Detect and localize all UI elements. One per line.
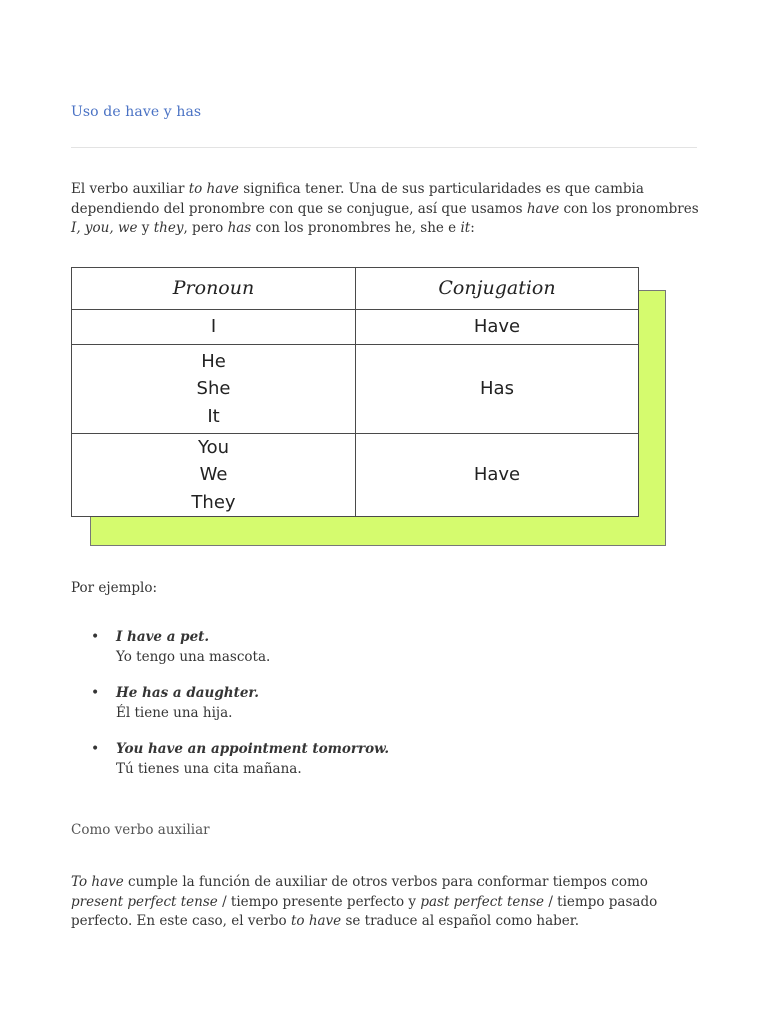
intro-term-have: have	[526, 200, 560, 217]
final-term-to-have: To have	[71, 874, 124, 890]
pronoun: He	[201, 350, 226, 372]
example-english: He has a daughter.	[116, 685, 260, 701]
table-header-row	[72, 268, 638, 310]
list-item	[71, 684, 691, 723]
por-ejemplo-label: Por ejemplo:	[71, 580, 158, 596]
intro-text: y	[137, 220, 154, 236]
intro-term-they: they	[153, 220, 184, 236]
final-text: cumple la función de auxiliar de otros verbos para conformar tiempos como	[123, 874, 648, 890]
pronoun: You	[197, 436, 230, 458]
final-term-present-perfect: present perfect tense	[71, 893, 218, 910]
conjugation-table-figure	[71, 267, 671, 552]
intro-text: :	[470, 220, 475, 236]
page-title: Uso de have y has	[71, 104, 202, 120]
header-conjugation: Conjugation	[438, 276, 556, 299]
conjugation-cell: Has	[480, 378, 514, 400]
intro-term-it: it	[460, 220, 471, 236]
table-row	[72, 345, 638, 434]
intro-text: significa tener. Una de sus particularidades es que cambia dependiendo del pronombre con que se conjugue, así que usamos	[71, 181, 644, 217]
final-paragraph	[71, 873, 701, 932]
example-english: I have a pet.	[116, 629, 210, 645]
list-item	[71, 628, 691, 667]
intro-text: , pero	[183, 220, 228, 236]
example-spanish: Tú tienes una cita mañana.	[116, 760, 302, 777]
intro-term-to-have: to have	[188, 181, 239, 197]
intro-text: El verbo auxiliar	[71, 181, 189, 197]
bullet-icon: •	[91, 629, 100, 645]
example-english: You have an appointment tomorrow.	[116, 741, 390, 757]
final-term-to-have: to have	[290, 913, 342, 929]
pronoun: It	[207, 405, 220, 427]
section-subheading: Como verbo auxiliar	[71, 822, 210, 838]
header-pronoun: Pronoun	[72, 268, 356, 309]
pronoun-cell	[72, 310, 356, 344]
conjugation-cell: Have	[473, 464, 521, 486]
intro-text: con los pronombres he, she e	[251, 220, 461, 236]
examples-list	[71, 628, 691, 779]
pronoun: They	[191, 491, 236, 513]
pronoun: We	[199, 464, 228, 486]
final-term-past-perfect: past perfect tense	[420, 893, 545, 910]
intro-term-pronouns: I, you, we	[71, 220, 138, 236]
table-row	[72, 434, 638, 516]
final-text: / tiempo pasado perfecto. En este caso, el verbo	[71, 893, 658, 929]
list-item	[71, 740, 691, 779]
conjugation-cell: Have	[473, 316, 521, 338]
divider	[71, 147, 697, 148]
intro-paragraph	[71, 180, 701, 239]
pronoun-cell	[72, 434, 356, 516]
intro-text: con los pronombres	[559, 200, 699, 217]
table-row	[72, 310, 638, 345]
bullet-icon: •	[91, 741, 100, 757]
bullet-icon: •	[91, 685, 100, 701]
example-spanish: Él tiene una hija.	[116, 704, 233, 721]
pronoun: She	[196, 378, 231, 400]
pronoun-cell	[72, 345, 356, 433]
intro-term-has: has	[227, 220, 252, 236]
final-text: / tiempo presente perfecto y	[217, 893, 421, 910]
pronoun: I	[210, 316, 217, 338]
conjugation-table	[71, 267, 639, 517]
final-text: se traduce al español como haber.	[341, 913, 580, 929]
example-spanish: Yo tengo una mascota.	[116, 648, 271, 665]
